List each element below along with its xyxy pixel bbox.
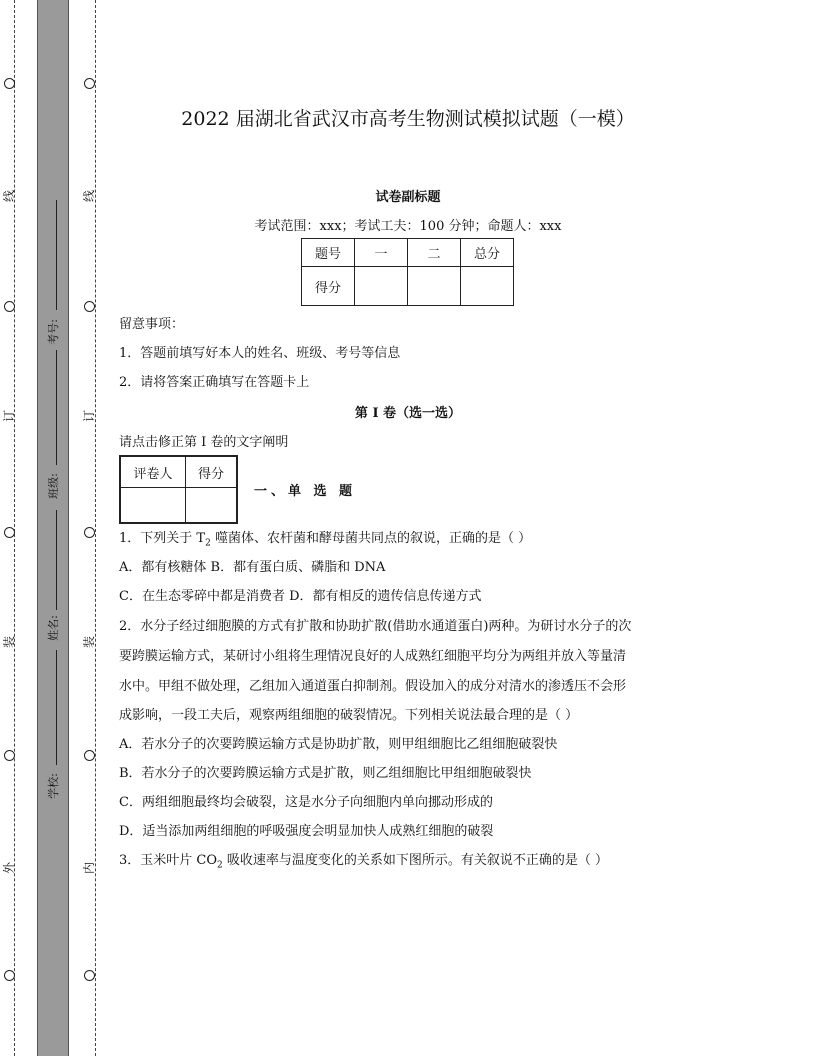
- inner-margin-char: 线: [82, 189, 96, 202]
- score-header-cell: 总分: [461, 239, 514, 267]
- binding-band: [37, 0, 69, 1056]
- binding-hole: [84, 78, 95, 89]
- subscript: 2: [205, 538, 211, 549]
- question-1-suffix: 噬菌体、农杆菌和酵母菌共同点的叙说，正确的是（ ）: [210, 531, 532, 546]
- binding-hole: [4, 301, 15, 312]
- question-option: D．适当添加两组细胞的呼吸强度会明显加快人成熟红细胞的破裂: [119, 824, 494, 839]
- question-1-prefix: 1．下列关于 T: [119, 531, 206, 546]
- binding-hole: [84, 970, 95, 981]
- binding-hole: [4, 750, 15, 761]
- volume-title: 第 I 卷（选一选）: [354, 406, 462, 421]
- reviewer-table: [119, 455, 238, 524]
- question-option: C．在生态零碎中都是消费者 D．都有相反的遗传信息传递方式: [119, 589, 482, 604]
- question-2-line: 要跨膜运输方式，某研讨小组将生理情况良好的人成熟红细胞平均分为两组并放入等量清: [119, 649, 627, 664]
- question-option: A．都有核糖体 B．都有蛋白质、磷脂和 DNA: [119, 560, 386, 575]
- outer-margin-char: 外: [2, 861, 16, 874]
- subscript: 2: [217, 860, 223, 871]
- question-2-line: 2．水分子经过细胞膜的方式有扩散和协助扩散(借助水通道蛋白)两种。为研讨水分子的次: [119, 619, 632, 634]
- score-cell: [461, 267, 514, 306]
- outer-margin-char: 装: [2, 635, 16, 648]
- class-line: [56, 350, 57, 465]
- question-2-line: 成影响，一段工夫后，观察两组细胞的破裂情况。下列相关说法最合理的是（ ）: [119, 708, 579, 723]
- outer-margin-char: 线: [2, 189, 16, 202]
- question-3-suffix: 吸收速率与温度变化的关系如下图所示。有关叙说不正确的是（ ）: [222, 853, 609, 868]
- school-line: [56, 650, 57, 765]
- binding-hole: [84, 301, 95, 312]
- binding-hole: [4, 970, 15, 981]
- binding-hole: [84, 527, 95, 538]
- section-title: 一、单 选 题: [254, 484, 357, 499]
- question-option: A．若水分子的次要跨膜运输方式是协助扩散，则甲组细胞比乙组细胞破裂快: [119, 737, 558, 752]
- score-header-cell: 题号: [302, 239, 355, 267]
- school-label: 学校:: [46, 773, 60, 799]
- reviewer-cell: [120, 488, 186, 524]
- reviewer-header-row: [120, 456, 237, 488]
- reviewer-cell: [186, 488, 238, 524]
- score-table: [301, 238, 514, 306]
- notice-title: 留意事项：: [119, 317, 185, 332]
- score-table-header-row: [302, 239, 514, 267]
- name-label: 姓名:: [46, 615, 60, 641]
- score-header-cell: 一: [355, 239, 408, 267]
- binding-hole: [4, 527, 15, 538]
- volume-note: 请点击修正第 I 卷的文字阐明: [119, 435, 289, 450]
- exam-number-line: [56, 200, 57, 310]
- score-header-cell: 二: [408, 239, 461, 267]
- inner-cut-line: [95, 0, 96, 1056]
- name-line: [56, 510, 57, 610]
- class-label: 班级:: [46, 473, 60, 499]
- score-table-row: [302, 267, 514, 306]
- outer-cut-line: [14, 0, 15, 1056]
- question-option: C．两组细胞最终均会破裂，这是水分子向细胞内单向挪动形成的: [119, 795, 493, 810]
- exam-number-label: 考号:: [46, 319, 60, 345]
- notice-item: 2．请将答案正确填写在答题卡上: [119, 375, 310, 390]
- exam-title: 2022 届湖北省武汉市高考生物测试模拟试题（一模）: [181, 108, 635, 130]
- question-1: [119, 527, 531, 549]
- inner-margin-char: 内: [82, 861, 96, 874]
- score-row-label: 得分: [302, 267, 355, 306]
- question-option: B．若水分子的次要跨膜运输方式是扩散，则乙组细胞比甲组细胞破裂快: [119, 766, 532, 781]
- binding-hole: [4, 78, 15, 89]
- question-3-prefix: 3．玉米叶片 CO: [119, 853, 218, 868]
- score-cell: [355, 267, 408, 306]
- exam-subtitle: 试卷副标题: [375, 190, 441, 205]
- reviewer-header-cell: 评卷人: [120, 456, 186, 488]
- outer-margin-char: 订: [2, 409, 16, 422]
- reviewer-row: [120, 488, 237, 524]
- inner-margin-char: 装: [82, 635, 96, 648]
- binding-hole: [84, 750, 95, 761]
- reviewer-header-cell: 得分: [186, 456, 238, 488]
- inner-margin-char: 订: [82, 409, 96, 422]
- exam-info: 考试范围：xxx；考试工夫：100 分钟；命题人：xxx: [254, 219, 562, 234]
- question-3: [119, 849, 608, 871]
- score-cell: [408, 267, 461, 306]
- question-2-line: 水中。甲组不做处理，乙组加入通道蛋白抑制剂。假设加入的成分对清水的渗透压不会形: [119, 679, 627, 694]
- notice-item: 1．答题前填写好本人的姓名、班级、考号等信息: [119, 346, 401, 361]
